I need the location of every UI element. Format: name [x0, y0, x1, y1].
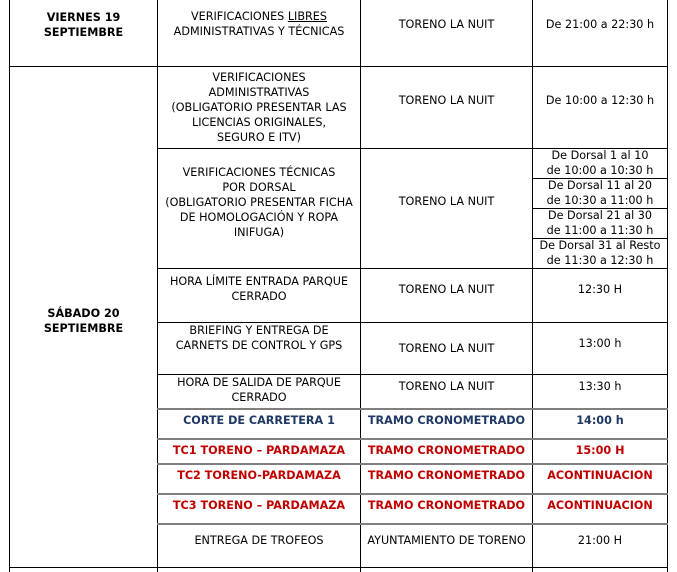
dorsal-slot	[533, 179, 667, 208]
row10-place-label: TRAMO CRONOMETRADO	[367, 498, 526, 512]
row3-activity-line: POR DORSAL	[222, 180, 296, 194]
row4-activity-line: HORA LÍMITE ENTRADA PARQUE	[169, 275, 349, 288]
row11-place-label: AYUNTAMIENTO DE TORENO	[367, 533, 526, 547]
row4-place-label: TORENO LA NUIT	[398, 282, 495, 296]
row6-time-label: 13:30 h	[578, 379, 622, 393]
row5-time-label: 13:00 h	[578, 336, 622, 350]
row10-time	[533, 495, 667, 515]
row3-place-label: TORENO LA NUIT	[398, 194, 495, 208]
row7-activity	[158, 410, 360, 430]
row6-activity-line: CERRADO	[231, 391, 287, 404]
row11-time	[533, 525, 667, 555]
row9-time-label: ACONTINUACION	[547, 468, 653, 482]
row8-time	[533, 440, 667, 460]
dorsal-slot	[533, 239, 667, 268]
row4-place	[361, 269, 532, 309]
row1-activity-underlined: LIBRES	[287, 10, 327, 23]
row1-place-label: TORENO LA NUIT	[398, 18, 495, 31]
row6-place	[361, 375, 532, 397]
row5-activity	[158, 323, 360, 353]
dorsal-slot-range: De Dorsal 21 al 30	[547, 209, 652, 222]
dorsal-slot-time: de 11:30 a 12:30 h	[546, 253, 654, 267]
row7-activity-label: CORTE DE CARRETERA 1	[183, 413, 335, 427]
row5-activity-line: CARNETS DE CONTROL Y GPS	[175, 339, 343, 352]
row11-time-label: 21:00 H	[577, 533, 623, 547]
row1-activity	[158, 0, 360, 66]
row7-place-label: TRAMO CRONOMETRADO	[367, 413, 526, 427]
day-friday-label: VIERNES 19 SEPTIEMBRE	[43, 11, 124, 39]
row3-activity-line: (OBLIGATORIO PRESENTAR FICHA	[165, 195, 353, 209]
dorsal-slot-time: de 11:00 a 11:30 h	[546, 223, 654, 237]
day-friday	[10, 0, 157, 66]
row7-place	[361, 410, 532, 430]
row2-time-label: De 10:00 a 12:30 h	[545, 93, 655, 107]
row2-activity-line: SEGURO E ITV)	[217, 131, 301, 144]
row6-place-label: TORENO LA NUIT	[398, 379, 495, 393]
dorsal-slot-range: De Dorsal 31 al Resto	[539, 239, 661, 252]
dorsal-slot-range: De Dorsal 11 al 20	[547, 179, 652, 192]
row8-place	[361, 440, 532, 460]
row2-time	[533, 67, 667, 133]
row5-time	[533, 323, 667, 363]
row1-activity-prefix: VERIFICACIONES	[191, 10, 288, 23]
row1-time-label: De 21:00 a 22:30 h	[545, 18, 655, 31]
row9-place	[361, 465, 532, 485]
row1-activity-suffix: ADMINISTRATIVAS Y TÉCNICAS	[173, 25, 345, 38]
row9-activity	[158, 465, 360, 485]
row9-time	[533, 465, 667, 485]
row8-place-label: TRAMO CRONOMETRADO	[367, 443, 526, 457]
row2-activity-line: ADMINISTRATIVAS	[208, 86, 310, 99]
row4-time	[533, 269, 667, 309]
row11-activity-label: ENTREGA DE TROFEOS	[194, 533, 324, 547]
row2-place-label: TORENO LA NUIT	[398, 93, 495, 107]
row4-time-label: 12:30 H	[577, 282, 623, 296]
row10-activity	[158, 495, 360, 515]
row1-time	[533, 0, 667, 66]
row5-activity-line: BRIEFING Y ENTREGA DE	[189, 324, 329, 337]
row3-activity	[158, 149, 360, 255]
row11-place	[361, 525, 532, 555]
row7-time-label: 14:00 h	[576, 413, 624, 427]
dorsal-slot	[533, 149, 667, 178]
dorsal-slot	[533, 209, 667, 238]
row4-activity	[158, 269, 360, 309]
dorsal-slot-time: de 10:30 a 11:00 h	[546, 193, 654, 207]
row10-activity-label: TC3 TORENO – PARDAMAZA	[172, 498, 346, 512]
row2-activity-line: VERIFICACIONES	[212, 71, 306, 84]
row6-activity	[158, 375, 360, 405]
row3-activity-line: DE HOMOLOGACIÓN Y ROPA	[179, 210, 339, 224]
day-saturday	[10, 67, 157, 567]
dorsal-slot-time: de 10:00 a 10:30 h	[546, 163, 654, 177]
row2-activity-line: (OBLIGATORIO PRESENTAR LAS	[171, 101, 347, 114]
row9-activity-label: TC2 TORENO-PARDAMAZA	[177, 468, 341, 482]
row5-place-label: TORENO LA NUIT	[398, 342, 495, 355]
row10-place	[361, 495, 532, 515]
dorsal-slot-range: De Dorsal 1 al 10	[551, 149, 649, 162]
row11-activity	[158, 525, 360, 555]
row8-activity	[158, 440, 360, 460]
row6-time	[533, 375, 667, 397]
row6-activity-line: HORA DE SALIDA DE PARQUE	[177, 376, 341, 389]
row4-activity-line: CERRADO	[231, 290, 287, 303]
row8-time-label: 15:00 H	[575, 443, 625, 457]
row10-time-label: ACONTINUACION	[547, 498, 653, 512]
row1-place	[361, 0, 532, 66]
day-saturday-label: SÁBADO 20 SEPTIEMBRE	[43, 307, 124, 335]
row2-activity-line: LICENCIAS ORIGINALES,	[191, 116, 327, 129]
row2-activity	[158, 67, 360, 148]
row8-activity-label: TC1 TORENO – PARDAMAZA	[172, 443, 346, 457]
row3-activity-line: INIFUGA)	[233, 225, 285, 239]
row5-place	[361, 323, 532, 374]
row3-place	[361, 149, 532, 253]
row7-time	[533, 410, 667, 430]
row9-place-label: TRAMO CRONOMETRADO	[367, 468, 526, 482]
row2-place	[361, 67, 532, 133]
row3-activity-line: VERIFICACIONES TÉCNICAS	[182, 165, 336, 179]
